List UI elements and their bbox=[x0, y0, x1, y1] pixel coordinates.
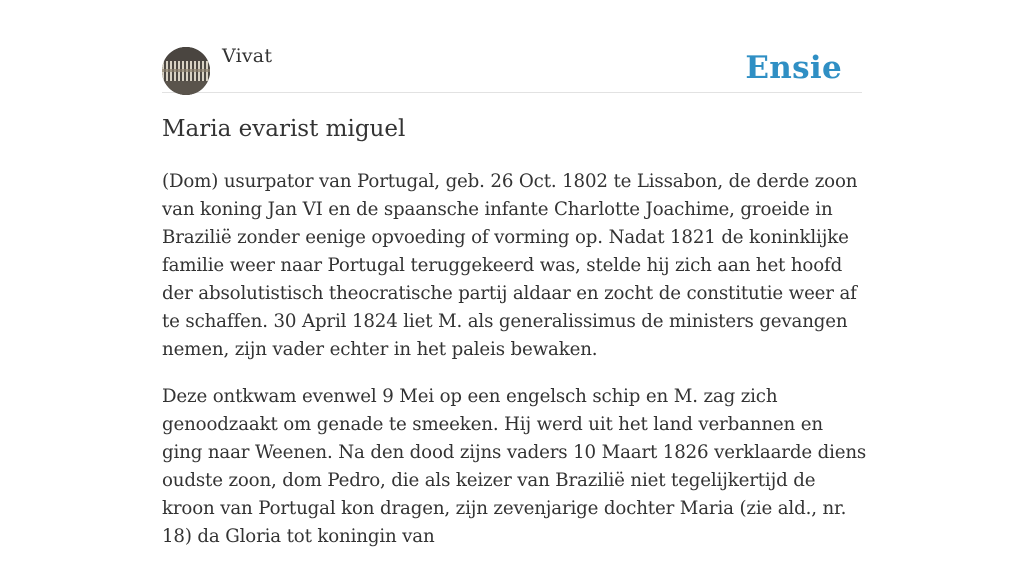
ensie-logo[interactable]: Ensie bbox=[745, 50, 842, 86]
author-avatar[interactable] bbox=[162, 47, 210, 95]
article-page bbox=[162, 0, 867, 547]
article-paragraph: Deze ontkwam evenwel 9 Mei op een engelsch schip en M. zag zich genoodzaakt om genade te smeeken. Hij werd uit het land verbannen en ging naar Weenen. Na den dood zijns vaders 10 Maart 1826 verklaarde diens oudste zoon, dom Pedro, die als keizer van Brazilië niet tegelijkertijd de kroon van Portugal kon dragen, zijn zevenjarige dochter Maria (zie ald., nr. 18) da Gloria tot koningin van bbox=[162, 386, 867, 547]
article-title: Maria evarist miguel bbox=[162, 116, 406, 142]
article-body bbox=[162, 168, 867, 570]
author-name[interactable]: Vivat bbox=[222, 45, 273, 67]
article-paragraph: (Dom) usurpator van Portugal, geb. 26 Oct. 1802 te Lissabon, de derde zoon van koning Jan VI en de spaansche infante Charlotte Joachime, groeide in Brazilië zonder eenige opvoeding of vorming op. Nadat 1821 de koninklijke familie weer naar Portugal teruggekeerd was, stelde hij zich aan het hoofd der absolutistisch theocratische partij aldaar en zocht de constitutie weer af te schaffen. 30 April 1824 liet M. als generalissimus de ministers gevangen nemen, zijn vader echter in het paleis bewaken. bbox=[162, 171, 858, 360]
book-spines-avatar-icon bbox=[162, 47, 210, 95]
article-header bbox=[162, 0, 862, 93]
